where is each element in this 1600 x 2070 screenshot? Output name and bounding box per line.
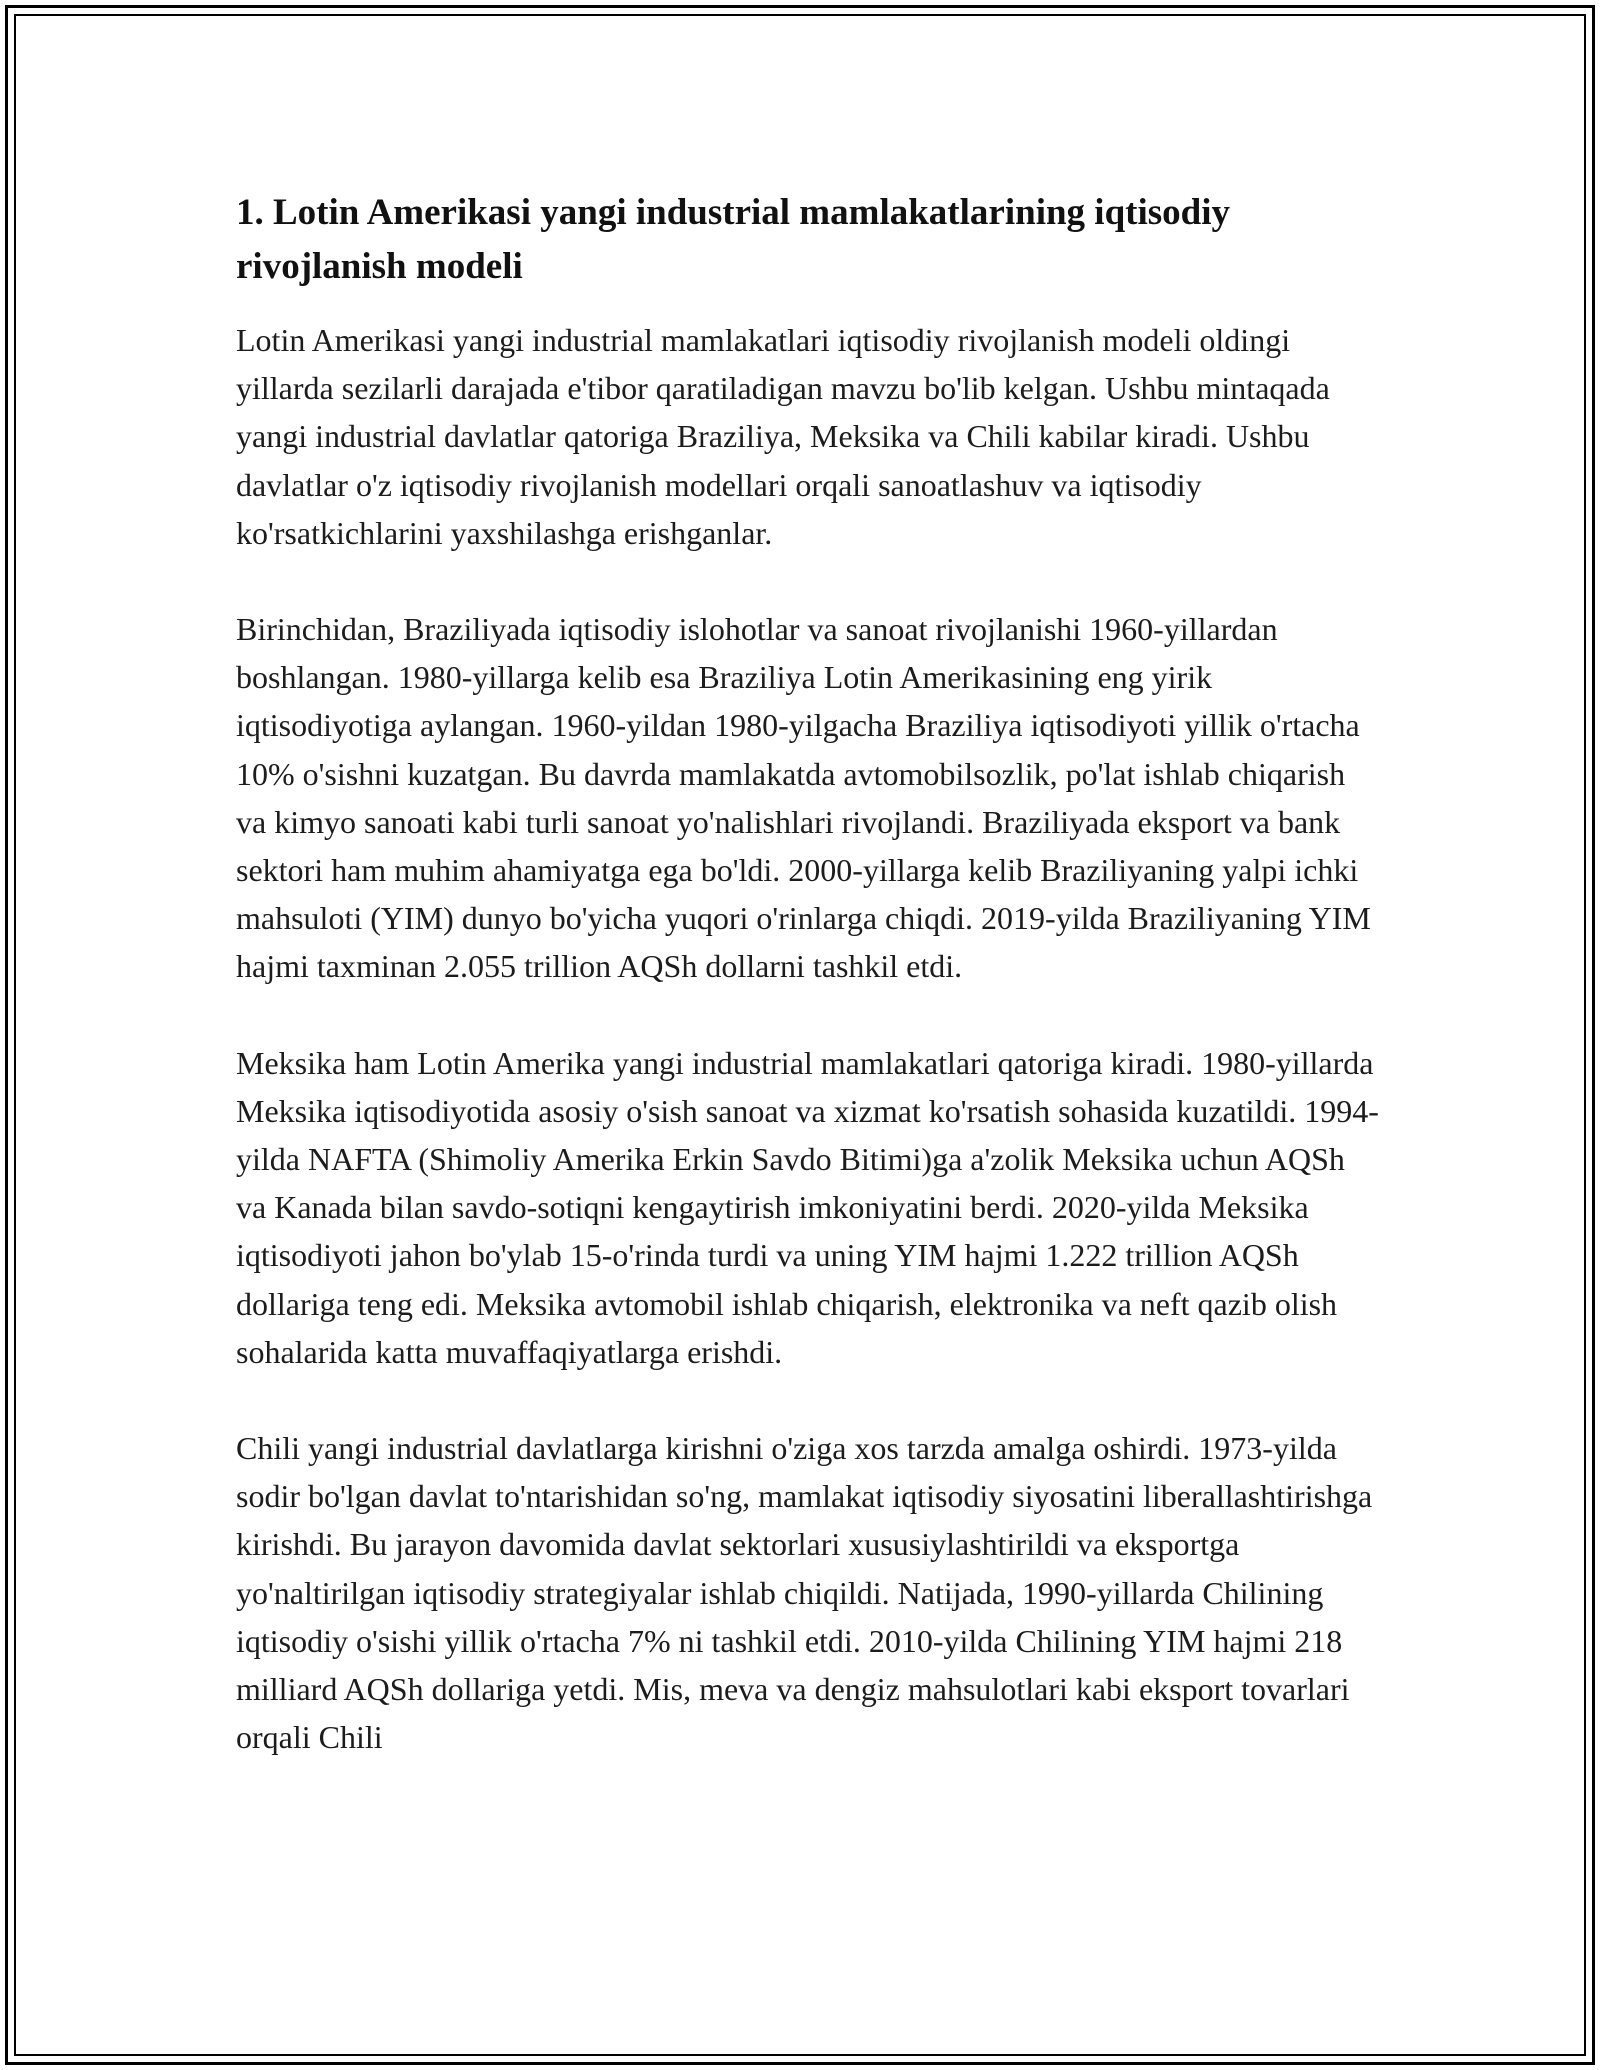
- paragraph-mexico: Meksika ham Lotin Amerika yangi industrial mamlakatlari qatoriga kiradi. 1980-yillarda Meksika iqtisodiyotida asosiy o'sish sanoat va xizmat ko'rsatish sohasida kuzatildi. 1994-yilda NAFTA (Shimoliy Amerika Erkin Savdo Bitimi)ga a'zolik Meksika uchun AQSh va Kanada bilan savdo-sotiqni kengaytirish imkoniyatini berdi. 2020-yilda Meksika iqtisodiyoti jahon bo'ylab 15-o'rinda turdi va uning YIM hajmi 1.222 trillion AQSh dollariga teng edi. Meksika avtomobil ishlab chiqarish, elektronika va neft qazib olish sohalarida katta muvaffaqiyatlarga erishdi.: [236, 1044, 1379, 1370]
- document-body: [236, 186, 1381, 1809]
- section-heading: 1. Lotin Amerikasi yangi industrial mamlakatlarining iqtisodiy rivojlanish modeli: [236, 192, 1231, 287]
- paragraph-chile: Chili yangi industrial davlatlarga kirishni o'ziga xos tarzda amalga oshirdi. 1973-yilda sodir bo'lgan davlat to'ntarishidan so'ng, mamlakat iqtisodiy siyosatini liberallashtirishga kirishdi. Bu jarayon davomida davlat sektorlari xususiylashtirildi va eksportga yo'naltirilgan iqtisodiy strategiyalar ishlab chiqildi. Natijada, 1990-yillarda Chilining iqtisodiy o'sishi yillik o'rtacha 7% ni tashkil etdi. 2010-yilda Chilining YIM hajmi 218 milliard AQSh dollariga yetdi. Mis, meva va dengiz mahsulotlari kabi eksport tovarlari orqali Chili: [236, 1430, 1373, 1756]
- paragraph-intro: Lotin Amerikasi yangi industrial mamlakatlari iqtisodiy rivojlanish modeli oldingi yillarda sezilarli darajada e'tibor qaratiladigan mavzu bo'lib kelgan. Ushbu mintaqada yangi industrial davlatlar qatoriga Braziliya, Meksika va Chili kabilar kiradi. Ushbu davlatlar o'z iqtisodiy rivojlanish modellari orqali sanoatlashuv va iqtisodiy ko'rsatkichlarini yaxshilashga erishganlar.: [236, 322, 1330, 551]
- paragraph-brazil: Birinchidan, Braziliyada iqtisodiy islohotlar va sanoat rivojlanishi 1960-yillardan boshlangan. 1980-yillarga kelib esa Braziliya Lotin Amerikasining eng yirik iqtisodiyotiga aylangan. 1960-yildan 1980-yilgacha Braziliya iqtisodiyoti yillik o'rtacha 10% o'sishni kuzatgan. Bu davrda mamlakatda avtomobilsozlik, po'lat ishlab chiqarish va kimyo sanoati kabi turli sanoat yo'nalishlari rivojlandi. Braziliyada eksport va bank sektori ham muhim ahamiyatga ega bo'ldi. 2000-yillarga kelib Braziliyaning yalpi ichki mahsuloti (YIM) dunyo bo'yicha yuqori o'rinlarga chiqdi. 2019-yilda Braziliyaning YIM hajmi taxminan 2.055 trillion AQSh dollarni tashkil etdi.: [236, 611, 1371, 985]
